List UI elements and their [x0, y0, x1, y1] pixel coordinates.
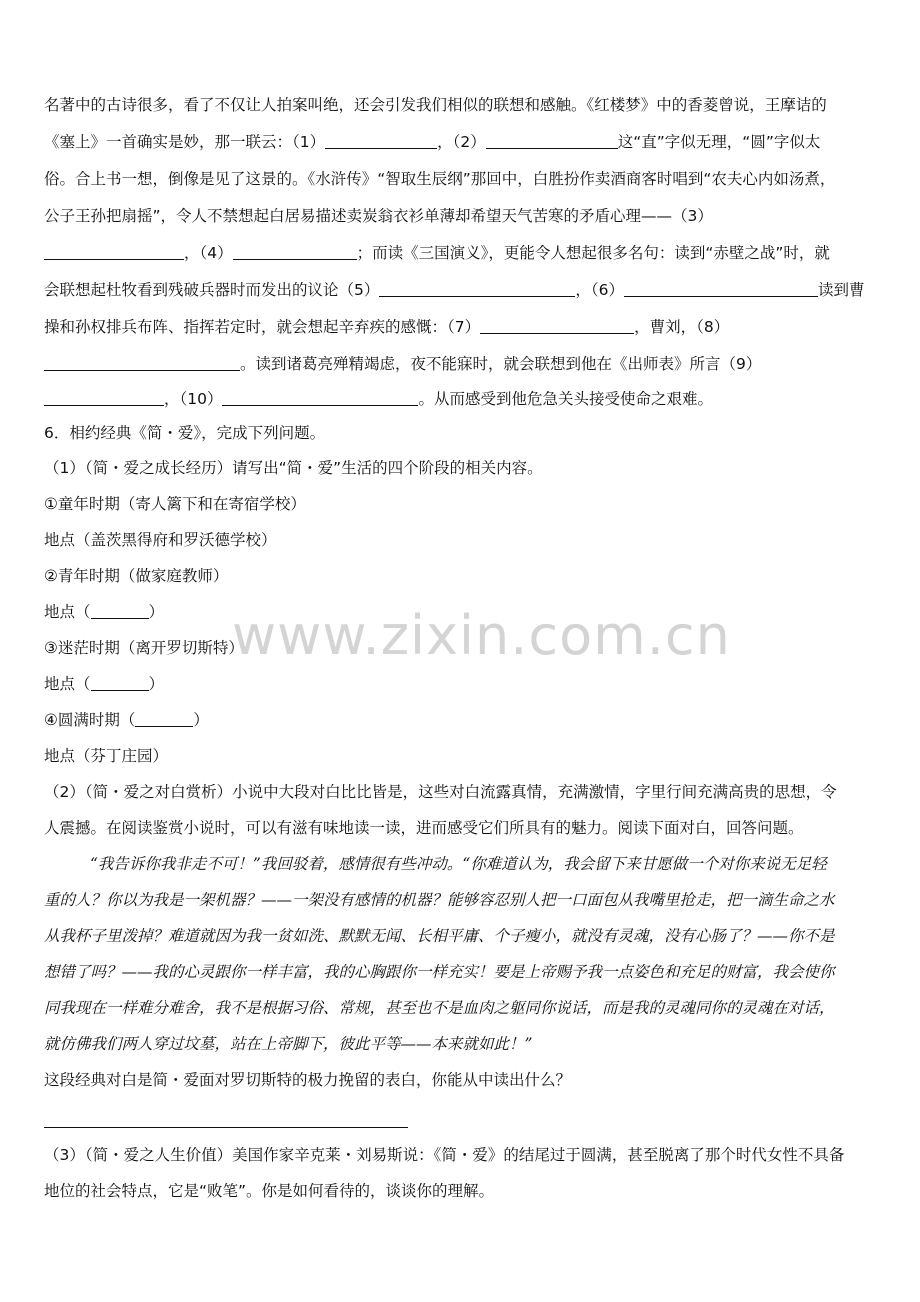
text-segment: ） — [148, 675, 165, 693]
quote-line: “我告诉你我非走不可！”我回驳着，感情很有些冲动。“你难道认为，我会留下来甘愿做一个对你来说无足轻 — [90, 855, 827, 873]
answer-blank-5[interactable] — [379, 280, 575, 297]
answer-blank-7[interactable] — [480, 317, 634, 334]
answer-blank-6[interactable] — [624, 280, 818, 297]
answer-blank-10[interactable] — [222, 389, 418, 406]
quote-line: 重的人？你以为我是一架机器？——一架没有感情的机器？能够容忍别人把一口面包从我嘴里抢走，把一滴生命之水 — [44, 891, 835, 909]
text-line — [44, 316, 729, 338]
answer-blank-1[interactable] — [325, 132, 437, 149]
answer-blank-4[interactable] — [233, 243, 357, 260]
answer-blank-2[interactable] — [486, 132, 618, 149]
answer-blank-9[interactable] — [44, 389, 164, 406]
text-segment: ，（6） — [575, 281, 624, 299]
sub-question-2: （2）（简・爱之对白赏析）小说中大段对白比比皆是，这些对白流露真情，充满激情，字里行间充满高贵的思想，令 — [44, 783, 837, 801]
text-segment: 。读到诸葛亮殚精竭虑，夜不能寐时，就会联想到他在《出师表》所言（9） — [240, 355, 762, 373]
place-3 — [44, 673, 164, 695]
place-4: 地点（芬丁庄园） — [44, 747, 169, 765]
place-1: 地点（盖茨黑得府和罗沃德学校） — [44, 531, 277, 549]
answer-blank-3[interactable] — [44, 243, 184, 260]
text-segment: 。从而感受到他危急关头接受使命之艰难。 — [418, 390, 713, 408]
stage-3: ③迷茫时期（离开罗切斯特） — [44, 639, 244, 657]
quote-line: 从我杯子里泼掉？难道就因为我一贫如洗、默默无闻、长相平庸、个子瘦小，就没有灵魂，没有心肠了？——你不是 — [44, 927, 835, 945]
text-segment: 这“直”字似无理，“圆”字似太 — [617, 133, 821, 151]
sub-question-1: （1）（简・爱之成长经历）请写出“简・爱”生活的四个阶段的相关内容。 — [44, 459, 543, 477]
text-segment: 操和孙权排兵布阵、指挥若定时，就会想起辛弃疾的感慨：（7） — [44, 318, 481, 336]
text-line — [44, 131, 820, 153]
text-segment: 地点（ — [44, 675, 91, 693]
text-segment: 会联想起杜牧看到残破兵器时而发出的议论（5） — [44, 281, 380, 299]
quote-line: 就仿佛我们两人穿过坟墓，站在上帝脚下，彼此平等——本来就如此！” — [44, 1035, 533, 1053]
stage-4 — [44, 709, 209, 731]
answer-line[interactable] — [44, 1127, 408, 1128]
answer-blank-8[interactable] — [44, 354, 240, 371]
text-segment: ，曹刘，（8） — [634, 318, 730, 336]
sub-question-3: 地位的社会特点，它是“败笔”。你是如何看待的，谈谈你的理解。 — [44, 1182, 495, 1200]
text-segment: ，（4） — [184, 244, 233, 262]
text-line: 公子王孙把扇摇”，令人不禁想起白居易描述卖炭翁衣衫单薄却希望天气苦寒的矛盾心理——（3） — [44, 207, 713, 225]
text-segment: 地点（ — [44, 603, 91, 621]
stage-2: ②青年时期（做家庭教师） — [44, 567, 229, 585]
stage-1: ①童年时期（寄人篱下和在寄宿学校） — [44, 495, 306, 513]
text-line — [44, 242, 830, 264]
answer-blank-place-2[interactable] — [91, 602, 149, 619]
text-line: 俗。合上书一想，倒像是见了这景的。《水浒传》“智取生辰纲”那回中，白胜扮作卖酒商客时唱到“农夫心内如汤煮， — [44, 170, 836, 188]
text-segment: ，（2） — [437, 133, 486, 151]
question-prompt: 这段经典对白是简・爱面对罗切斯特的极力挽留的表白，你能从中读出什么？ — [44, 1071, 572, 1089]
quote-line: 同我现在一样难分难舍，我不是根据习俗、常规，甚至也不是血肉之躯同你说话，而是我的灵魂同你的灵魂在对话， — [44, 999, 835, 1017]
sub-question-3: （3）（简・爱之人生价值）美国作家辛克莱・刘易斯说：《简・爱》的结尾过于圆满，甚至脱离了那个时代女性不具备 — [44, 1146, 845, 1164]
text-segment: 《塞上》一首确实是妙，那一联云：（1） — [44, 133, 326, 151]
text-line — [44, 353, 761, 375]
text-segment: ） — [148, 603, 165, 621]
answer-blank-place-3[interactable] — [91, 674, 149, 691]
text-line — [44, 388, 713, 410]
text-segment: ） — [193, 711, 209, 729]
answer-blank-stage-4[interactable] — [135, 710, 193, 727]
text-segment: 读到曹 — [818, 281, 865, 299]
text-segment: ；而读《三国演义》，更能令人想起很多名句：读到“赤壁之战”时，就 — [356, 244, 830, 262]
text-segment: ④圆满时期（ — [44, 711, 136, 729]
text-line: 名著中的古诗很多，看了不仅让人拍案叫绝，还会引发我们相似的联想和感触。《红楼梦》中的香菱曾说，王摩诘的 — [44, 96, 827, 114]
text-line — [44, 279, 865, 301]
sub-question-2: 人震撼。在阅读鉴赏小说时，可以有滋有味地读一读，进而感受它们所具有的魅力。阅读下面对白，回答问题。 — [44, 819, 804, 837]
text-segment: ，（10） — [164, 390, 223, 408]
question-title: 6．相约经典《简・爱》，完成下列问题。 — [44, 424, 326, 442]
place-2 — [44, 601, 164, 623]
quote-line: 想错了吗？——我的心灵跟你一样丰富，我的心胸跟你一样充实！要是上帝赐予我一点姿色和充足的财富，我会使你 — [44, 963, 835, 981]
watermark: www.zixin.com.cn — [232, 604, 731, 667]
